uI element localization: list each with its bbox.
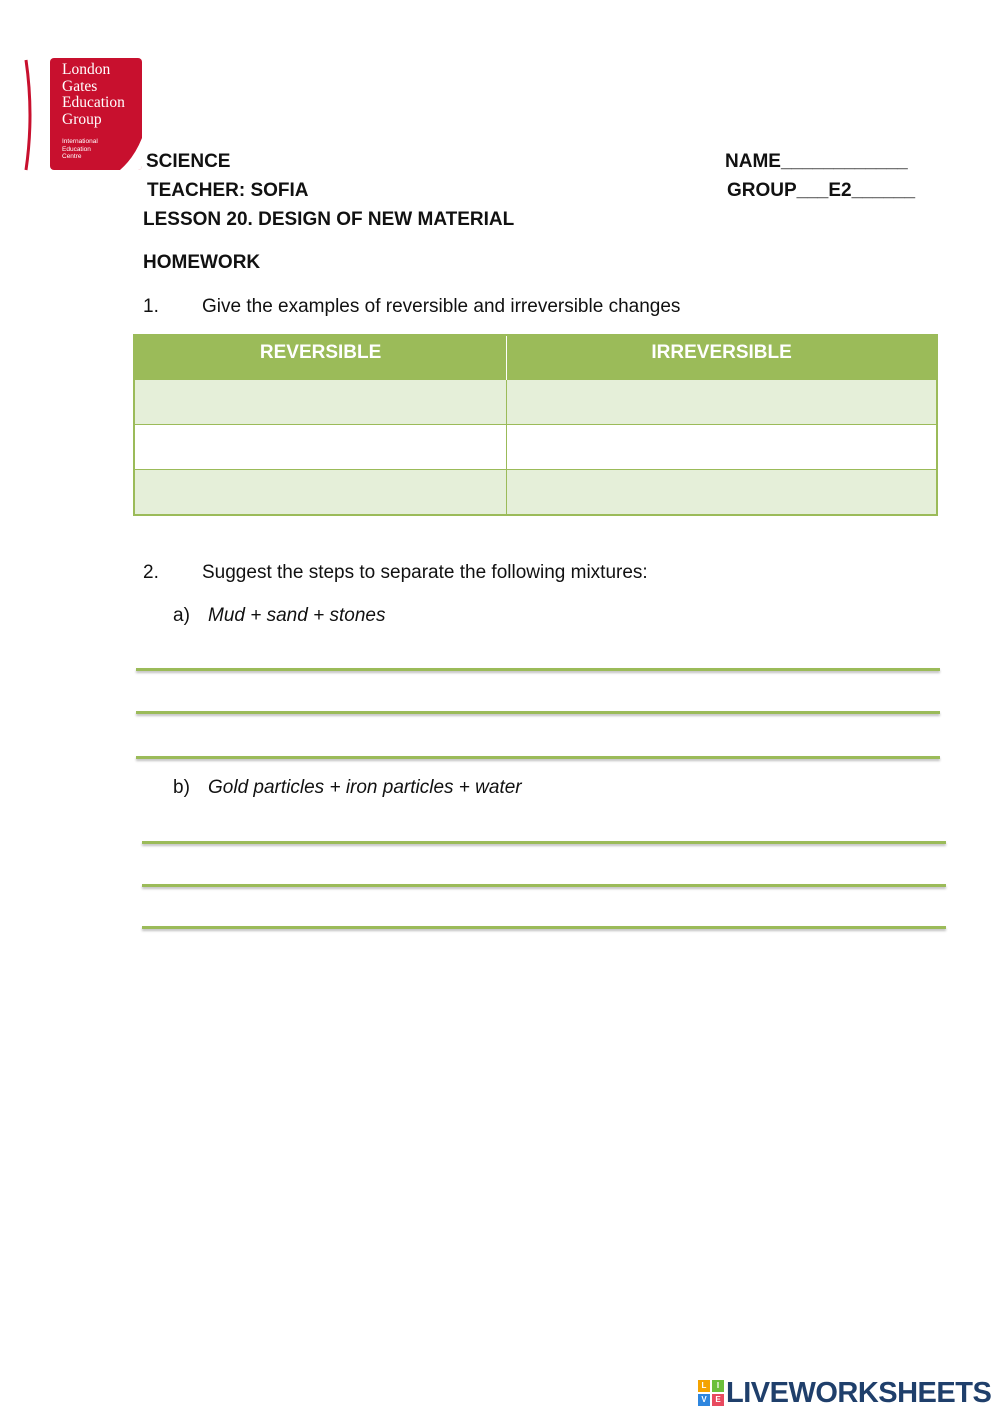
- logo-sub-line-1: International: [62, 138, 98, 145]
- logo-bracket-icon: [22, 58, 36, 172]
- table-row: [134, 424, 937, 469]
- part-b-text: Gold particles + iron particles + water: [208, 777, 522, 798]
- answer-line[interactable]: [142, 884, 946, 887]
- table-cell[interactable]: [507, 469, 937, 515]
- teacher-label: TEACHER: SOFIA: [147, 180, 309, 201]
- logo-sub-line-3: Centre: [62, 153, 82, 160]
- irreversible-header: IRREVERSIBLE: [507, 335, 937, 379]
- liveworksheets-logo-icon: [698, 1380, 724, 1406]
- table-cell[interactable]: [134, 379, 507, 424]
- subject-label: SCIENCE: [146, 151, 231, 172]
- group-field[interactable]: GROUP___E2______: [727, 180, 916, 201]
- brand-name: LIVEWORKSHEETS: [726, 1377, 992, 1409]
- part-b-label: b): [173, 777, 190, 798]
- table-row: [134, 469, 937, 515]
- icon-letter: I: [712, 1380, 724, 1392]
- section-title: HOMEWORK: [143, 252, 261, 273]
- answer-line[interactable]: [136, 668, 940, 671]
- table-cell[interactable]: [507, 424, 937, 469]
- logo-name-line-3: Education: [62, 94, 125, 111]
- logo-sub-line-2: Education: [62, 145, 91, 153]
- table-cell[interactable]: [507, 379, 937, 424]
- part-a-label: a): [173, 605, 190, 626]
- logo-name-line-4: Group: [62, 110, 102, 128]
- table-cell[interactable]: [134, 424, 507, 469]
- lesson-title: LESSON 20. DESIGN OF NEW MATERIAL: [143, 209, 515, 230]
- logo-name-line-1: London: [62, 61, 111, 78]
- answer-line[interactable]: [142, 841, 946, 844]
- answer-line[interactable]: [136, 711, 940, 714]
- school-logo: [50, 58, 142, 170]
- changes-table: [133, 334, 938, 516]
- logo-name-line-2: Gates: [62, 77, 98, 95]
- table-row: [134, 379, 937, 424]
- icon-letter: E: [712, 1394, 724, 1406]
- name-field[interactable]: NAME____________: [725, 151, 908, 172]
- answer-line[interactable]: [136, 756, 940, 759]
- question-2-text: Suggest the steps to separate the following mixtures:: [202, 562, 648, 583]
- reversible-header: REVERSIBLE: [134, 335, 507, 379]
- icon-letter: V: [698, 1394, 710, 1406]
- liveworksheets-brand: [698, 1377, 991, 1409]
- answer-line[interactable]: [142, 926, 946, 929]
- icon-letter: L: [698, 1380, 710, 1392]
- question-1-text: Give the examples of reversible and irreversible changes: [202, 296, 681, 317]
- question-1-number: 1.: [143, 296, 159, 317]
- logo-corner-icon: [50, 58, 142, 170]
- question-2-number: 2.: [143, 562, 159, 583]
- part-a-text: Mud + sand + stones: [208, 605, 386, 626]
- table-cell[interactable]: [134, 469, 507, 515]
